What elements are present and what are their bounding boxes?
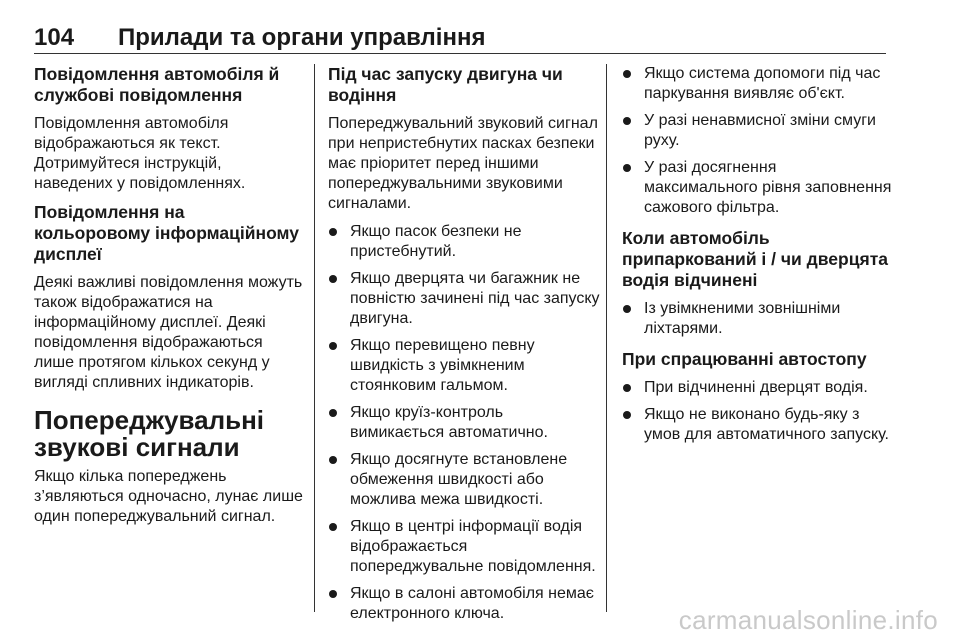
list-item: У разі ненавмисної зміни смуги руху. (622, 111, 892, 151)
bullet-icon (329, 523, 337, 531)
column-divider-1 (314, 64, 315, 612)
page-number: 104 (34, 24, 75, 51)
bullet-icon (623, 305, 631, 313)
bullet-list-autostop (622, 378, 892, 445)
bullet-icon (329, 275, 337, 283)
bullet-icon (623, 164, 631, 172)
column-left (34, 64, 304, 535)
section-heading-parked: Коли автомобіль припаркований і / чи дверцята водія відчинені (622, 228, 888, 290)
list-item: Якщо дверцята чи багажник не повністю зачинені під час запуску двигуна. (328, 269, 600, 329)
section-text-engine-start: Попереджувальний звуковий сигнал при непристебнутих пасках безпеки має пріоритет перед іншими попереджувальними звуковими сигналами. (328, 115, 598, 212)
list-item: Якщо перевищено певну швидкість з увімкненим стоянковим гальмом. (328, 336, 600, 396)
bullet-list-parked (622, 299, 892, 339)
list-item: Якщо в салоні автомобіля немає електронного ключа. (328, 584, 600, 624)
bullet-list-continued (622, 64, 892, 218)
bullet-icon (623, 70, 631, 78)
column-middle (328, 64, 600, 632)
section-text-vehicle-messages: Повідомлення автомобіля відображаються як текст. Дотримуйтеся інструкцій, наведених у повідомленнях. (34, 115, 246, 192)
section-text-warning-chimes: Якщо кілька попереджень з’являються одночасно, лунає лише один попереджувальний сигнал. (34, 468, 303, 525)
list-item: Із увімкненими зовнішніми ліхтарями. (622, 299, 892, 339)
bullet-icon (623, 384, 631, 392)
bullet-icon (329, 409, 337, 417)
list-item: Якщо досягнуте встановлене обмеження швидкості або можлива межа швидкості. (328, 450, 600, 510)
bullet-icon (329, 228, 337, 236)
bullet-icon (329, 456, 337, 464)
list-item: Якщо в центрі інформації водія відображається попереджувальне повідомлення. (328, 517, 600, 577)
page-header (34, 20, 886, 54)
list-item: Якщо пасок безпеки не пристебнутий. (328, 222, 600, 262)
watermark: carmanualsonline.info (678, 605, 938, 635)
page-title: Прилади та органи управління (118, 24, 486, 51)
column-right (622, 64, 892, 453)
bullet-icon (623, 117, 631, 125)
list-item: Якщо система допомоги під час паркування виявляє об'єкт. (622, 64, 892, 104)
list-item: При відчиненні дверцят водія. (622, 378, 892, 398)
section-heading-color-display: Повідомлення на кольоровому інформаційному дисплеї (34, 202, 299, 264)
bullet-list-engine-start (328, 222, 600, 624)
bullet-icon (329, 342, 337, 350)
bullet-icon (623, 411, 631, 419)
section-text-color-display: Деякі важливі повідомлення можуть також відображатися на інформаційному дисплеї. Деякі повідомлення відображаються лише протягом кількох секунд у вигляді спливних індикаторів. (34, 274, 303, 391)
bullet-icon (329, 590, 337, 598)
section-heading-vehicle-messages: Повідомлення автомобіля й службові повідомлення (34, 64, 280, 105)
section-heading-warning-chimes: Попереджувальні звукові сигнали (34, 405, 265, 462)
section-heading-engine-start: Під час запуску двигуна чи водіння (328, 64, 563, 105)
section-heading-autostop: При спрацюванні автостопу (622, 349, 867, 369)
list-item: Якщо не виконано будь-яку з умов для автоматичного запуску. (622, 405, 892, 445)
list-item: Якщо круїз-контроль вимикається автоматично. (328, 403, 600, 443)
list-item: У разі досягнення максимального рівня заповнення сажового фільтра. (622, 158, 892, 218)
column-divider-2 (606, 64, 607, 612)
